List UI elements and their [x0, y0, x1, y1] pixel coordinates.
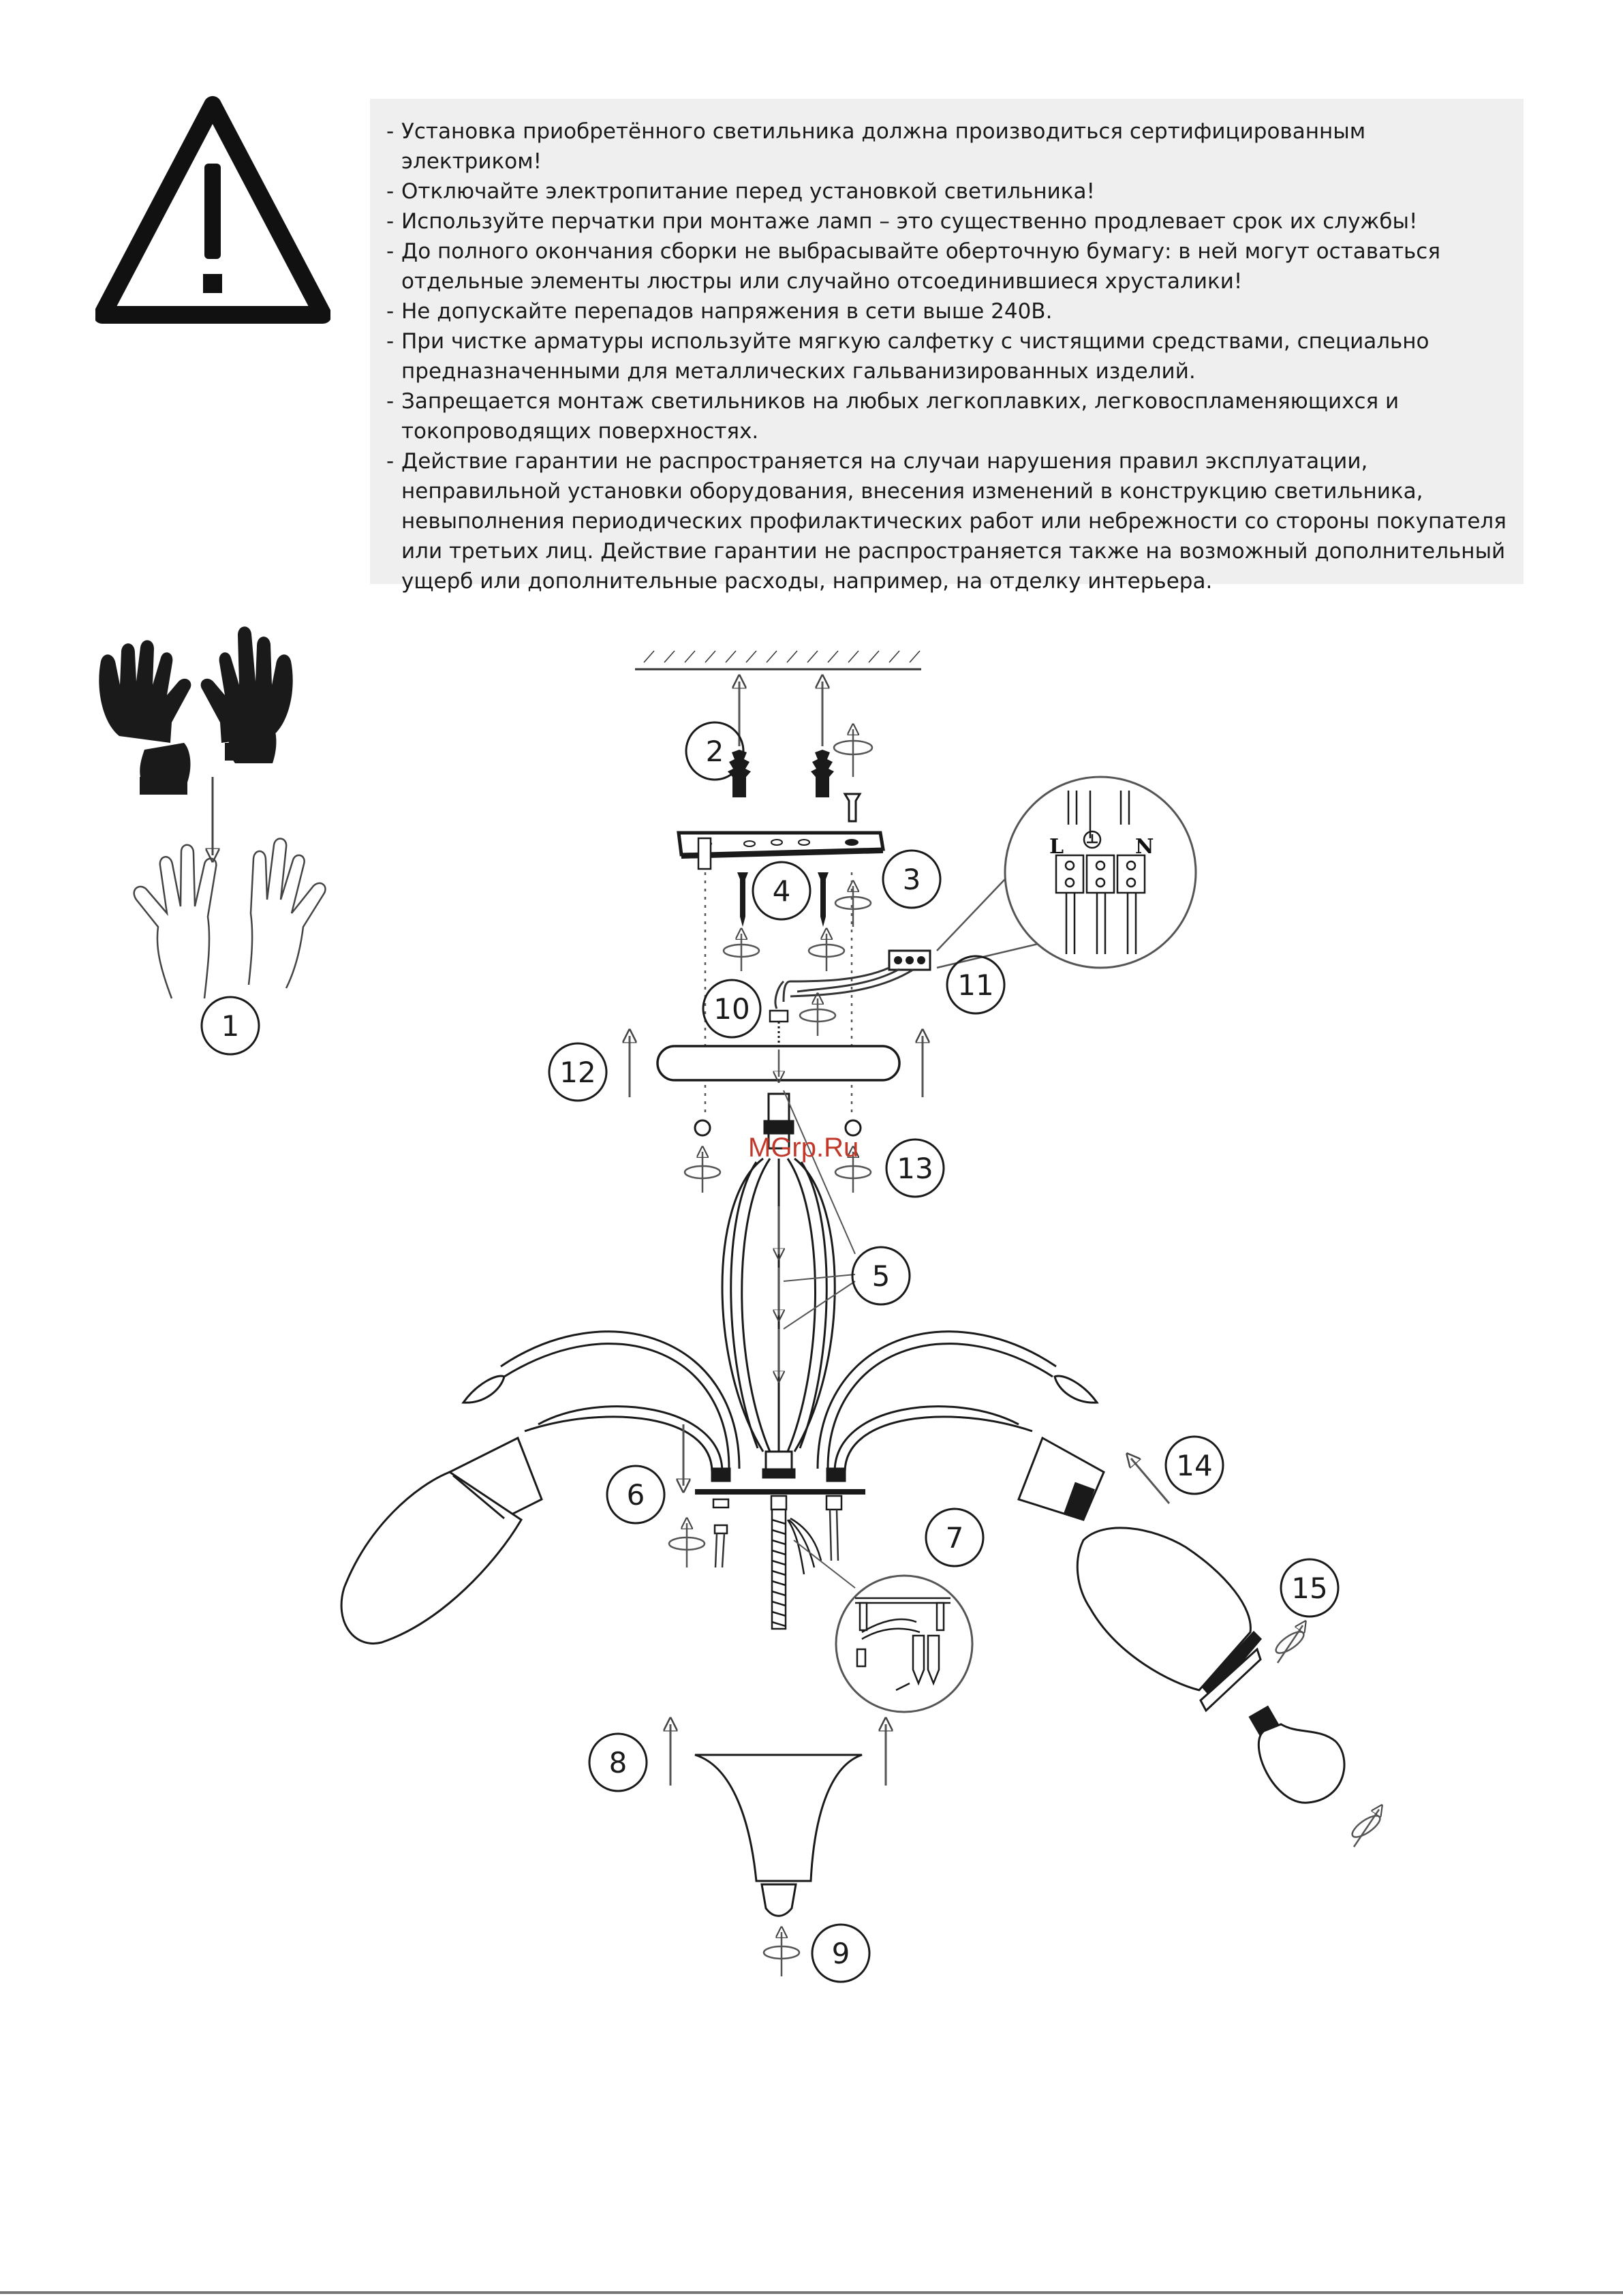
- lamp-shade-right: [1077, 1528, 1261, 1711]
- lamp-shade-left: [341, 1438, 542, 1644]
- warning-item: - Используйте перчатки при монтаже ламп – это существенно продлевает срок их службы!: [386, 206, 1507, 236]
- threaded-rod: [772, 1510, 821, 1629]
- mounting-bar: [679, 833, 883, 869]
- callout-13: 13: [897, 1152, 933, 1185]
- finial: [762, 1884, 796, 1916]
- warning-item: - Отключайте электропитание перед установкой светильника!: [386, 177, 1507, 206]
- warning-item: - До полного окончания сборки не выбрасывайте оберточную бумагу: в ней могут оставаться отдельные элементы люстры или случайно отсоединившиеся хрусталики!: [386, 236, 1507, 296]
- warning-item: - Действие гарантии не распространяется на случаи нарушения правил эксплуатации, неправильной установки оборудования, внесения изменений в конструкцию светильника, невыполнения периодических профилактических работ или небрежности со стороны покупателя или третьих лиц. Действие гарантии не распространяется также на возможный дополнительный ущерб или дополнительные расходы, например, на отделку интерьера.: [386, 446, 1507, 596]
- callout-3: 3: [902, 863, 921, 896]
- callout-10: 10: [713, 992, 750, 1026]
- neutral-wire-label: N: [1135, 835, 1154, 859]
- callout-11: 11: [957, 968, 994, 1002]
- hands-icon: [134, 839, 326, 998]
- callout-1: 1: [221, 1009, 240, 1043]
- bottom-cup: [695, 1755, 862, 1881]
- warning-item: - При чистке арматуры используйте мягкую салфетку с чистящими средствами, специально предназначенными для металлических гальванизированных изделий.: [386, 326, 1507, 386]
- callout-5: 5: [871, 1259, 891, 1293]
- light-bulb: [1250, 1707, 1344, 1803]
- warning-item: - Запрещается монтаж светильников на любых легкоплавких, легковоспламеняющихся и токопроводящих поверхностях.: [386, 386, 1507, 446]
- callout-6: 6: [626, 1478, 645, 1512]
- live-wire-label: L: [1049, 835, 1064, 859]
- callout-15: 15: [1291, 1572, 1328, 1605]
- callout-7: 7: [945, 1521, 964, 1555]
- warning-item: - Установка приобретённого светильника должна производиться сертифицированным электриком!: [386, 117, 1507, 177]
- page-footer-rule: [0, 2291, 1623, 2294]
- gloves-icon: [99, 626, 292, 795]
- callout-4: 4: [772, 874, 791, 908]
- terminal-block: [775, 951, 930, 1009]
- lamp-socket-right: [1019, 1438, 1104, 1520]
- callout-12: 12: [559, 1056, 596, 1089]
- warning-item: - Не допускайте перепадов напряжения в сети выше 240В.: [386, 296, 1507, 326]
- callout-2: 2: [705, 735, 724, 768]
- callout-8: 8: [608, 1746, 628, 1779]
- callout-14: 14: [1176, 1449, 1213, 1482]
- ceiling: [635, 651, 921, 669]
- arm-plate: [695, 1489, 865, 1495]
- watermark: MGrp.Ru: [748, 1133, 859, 1163]
- callout-9: 9: [831, 1937, 850, 1970]
